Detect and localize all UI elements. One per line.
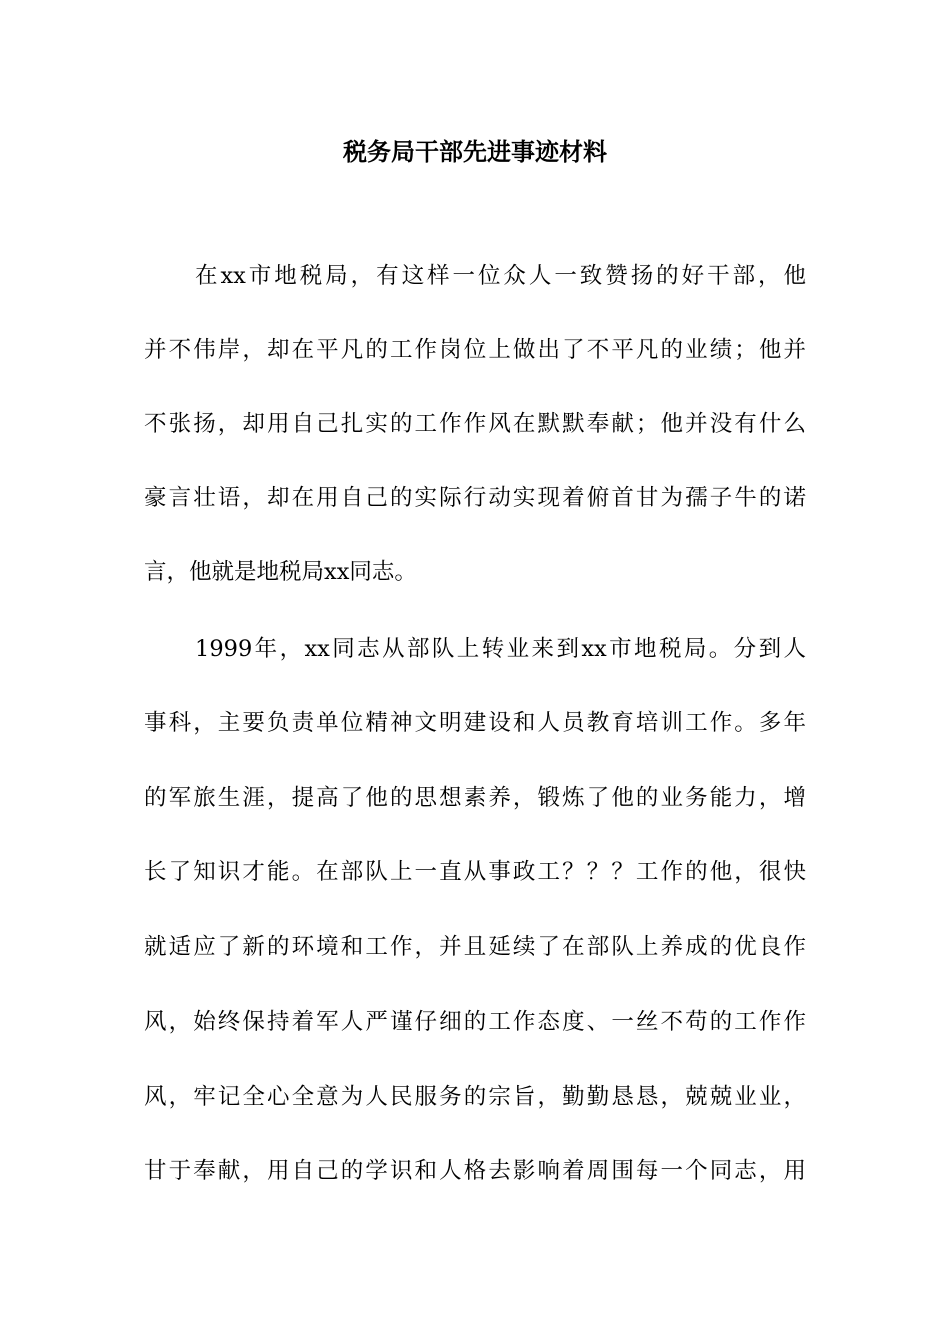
paragraph-line: 的军旅生涯，提高了他的思想素养，锻炼了他的业务能力，增 bbox=[144, 785, 806, 811]
paragraph-line: 就适应了新的环境和工作，并且延续了在部队上养成的优良作 bbox=[144, 934, 806, 960]
paragraph-line: 甘于奉献，用自己的学识和人格去影响着周围每一个同志，用 bbox=[144, 1158, 806, 1184]
paragraph-line: 并不伟岸，却在平凡的工作岗位上做出了不平凡的业绩；他并 bbox=[144, 337, 806, 363]
paragraph-line: 言，他就是地税局xx同志。 bbox=[144, 559, 417, 585]
paragraph-line: 不张扬，却用自己扎实的工作作风在默默奉献；他并没有什么 bbox=[144, 411, 806, 437]
paragraph-line: 长了知识才能。在部队上一直从事政工？？？工作的他，很快 bbox=[144, 859, 806, 885]
paragraph-line: 风，始终保持着军人严谨仔细的工作态度、一丝不苟的工作作 bbox=[144, 1009, 806, 1035]
paragraph-line: 在xx市地税局，有这样一位众人一致赞扬的好干部，他 bbox=[195, 263, 806, 289]
paragraph-line: 事科，主要负责单位精神文明建设和人员教育培训工作。多年 bbox=[144, 710, 806, 736]
document-title: 税务局干部先进事迹材料 bbox=[343, 137, 607, 166]
paragraph-line: 豪言壮语，却在用自己的实际行动实现着俯首甘为孺子牛的诺 bbox=[144, 485, 806, 511]
paragraph-line: 1999年，xx同志从部队上转业来到xx市地税局。分到人 bbox=[195, 636, 806, 662]
paragraph-line: 风，牢记全心全意为人民服务的宗旨，勤勤恳恳，兢兢业业， bbox=[144, 1084, 806, 1110]
